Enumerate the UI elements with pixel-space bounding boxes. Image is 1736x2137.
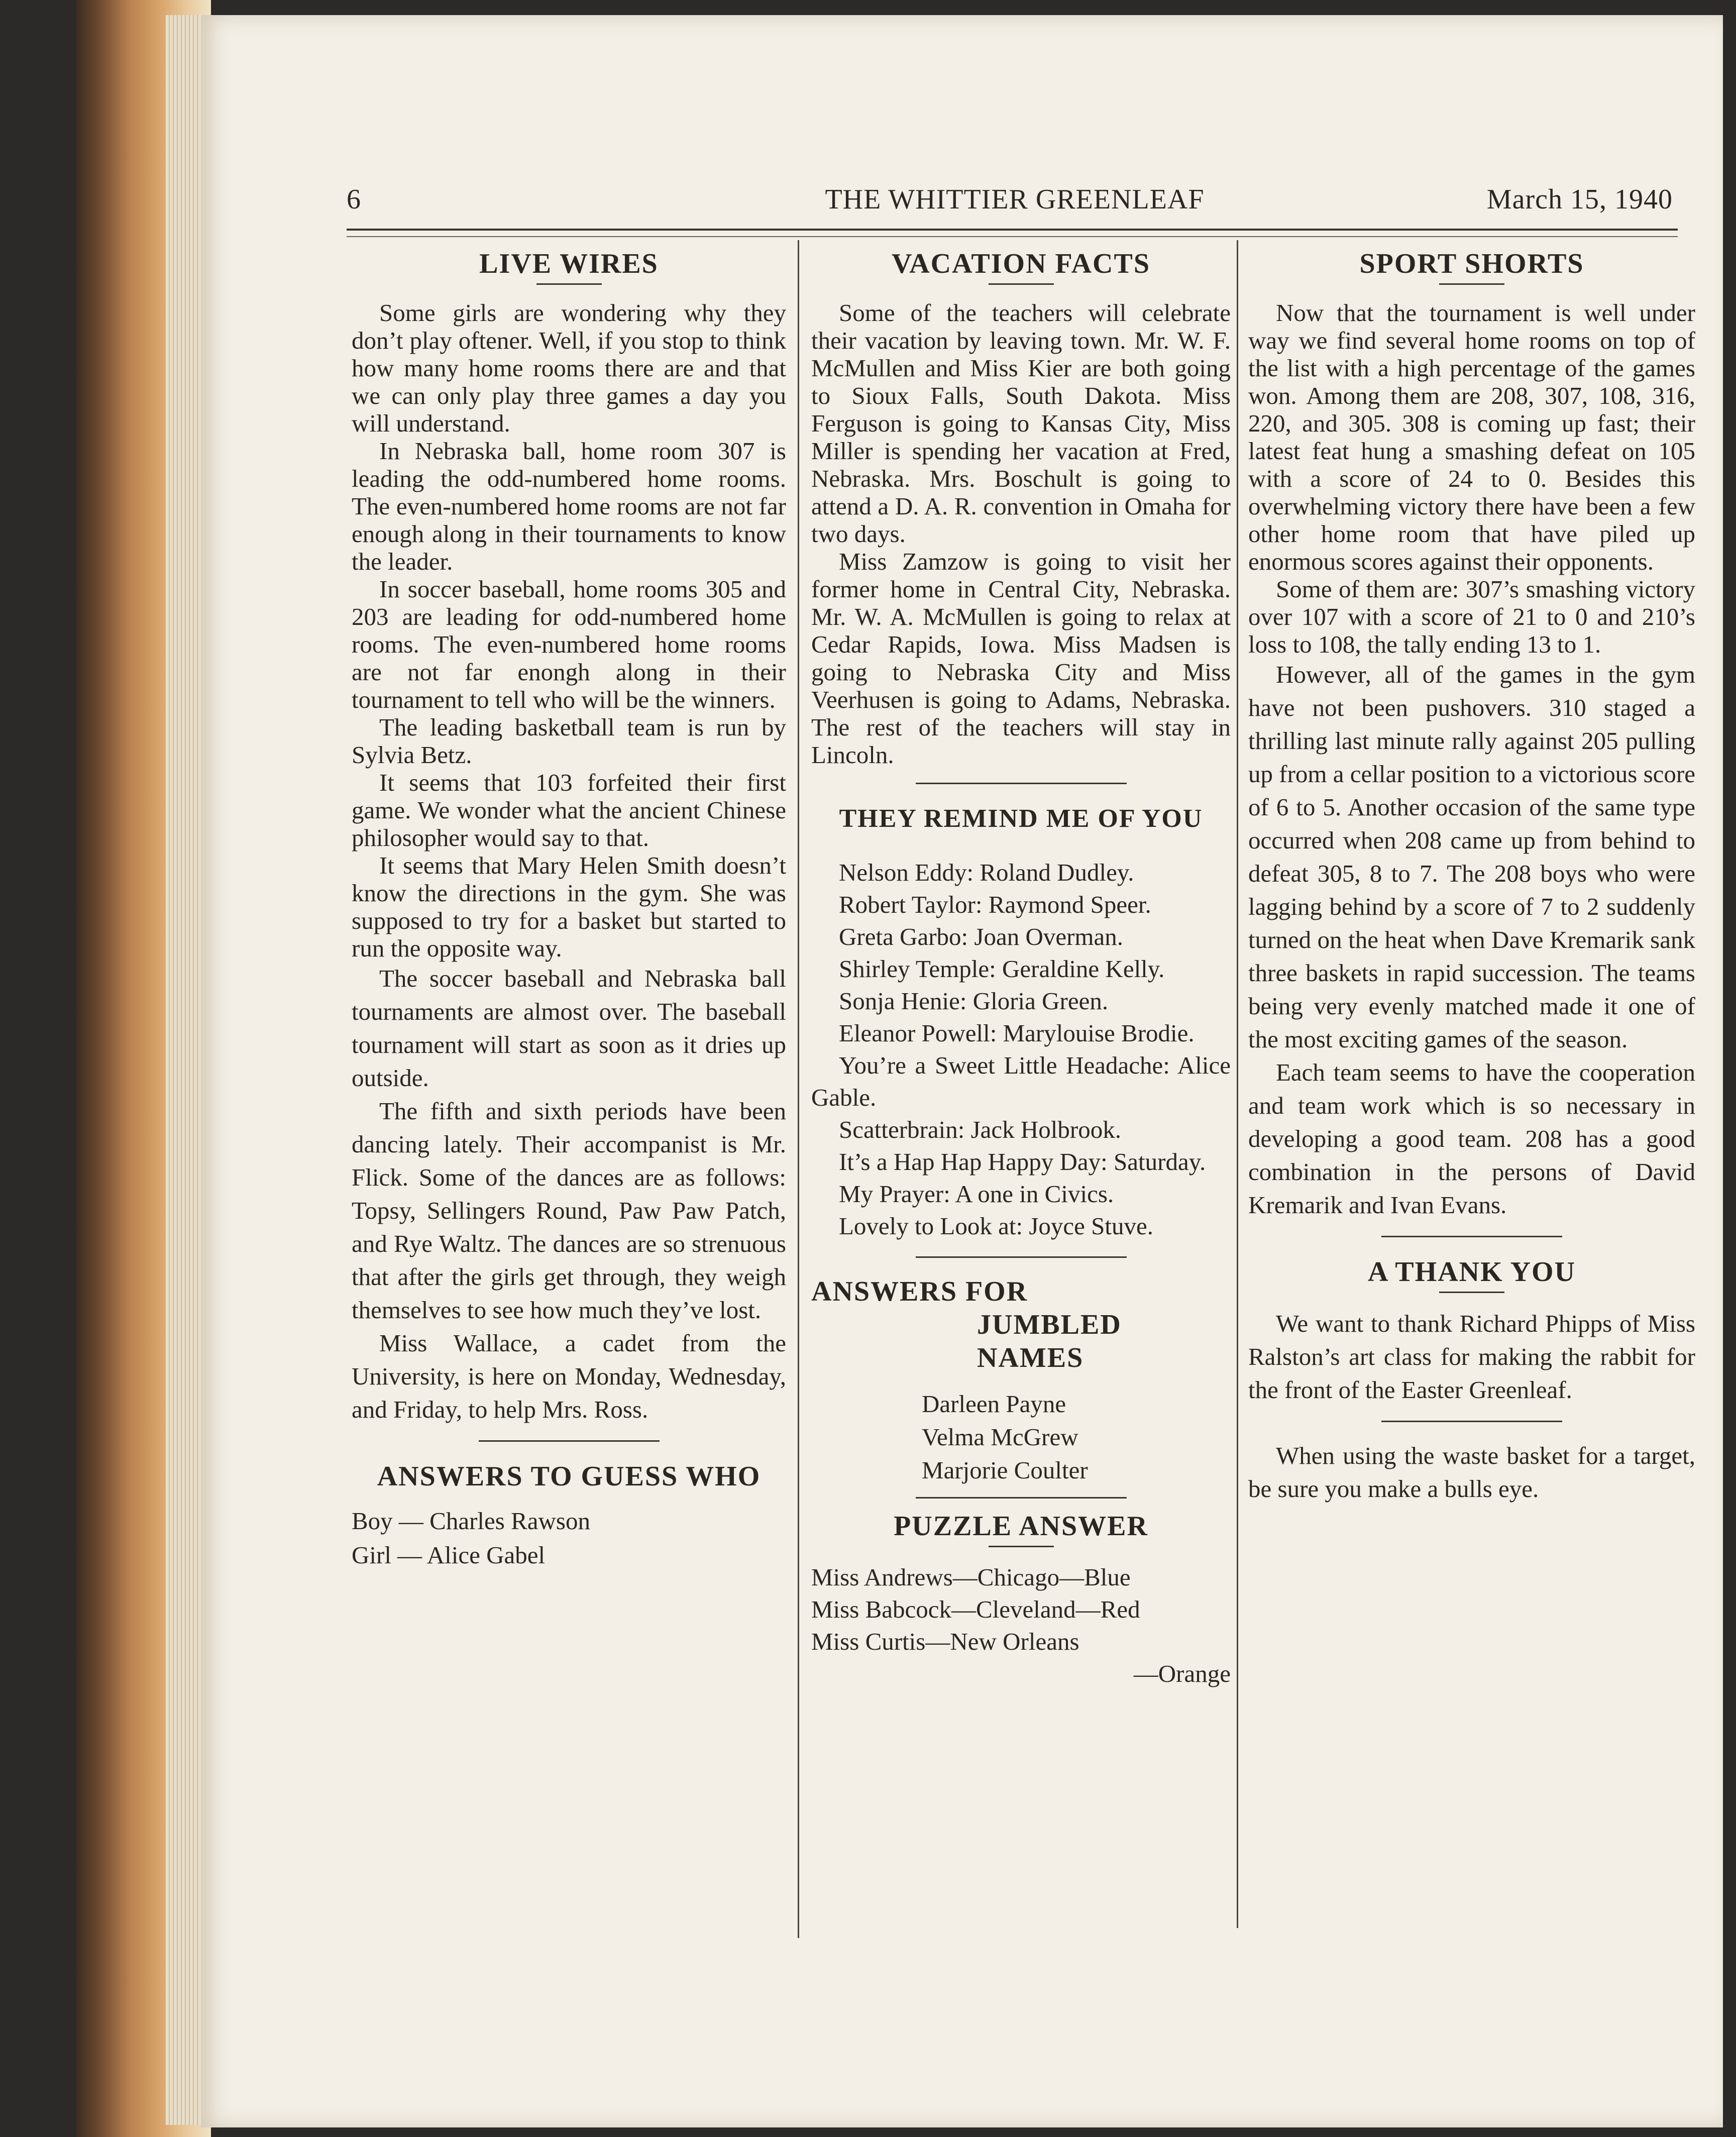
jumbled-heading-line2: JUMBLED NAMES bbox=[977, 1309, 1122, 1373]
remind-item: Scatterbrain: Jack Holbrook. bbox=[839, 1116, 1121, 1143]
jumbled-heading-line1: ANSWERS FOR bbox=[811, 1276, 1028, 1307]
puzzle-line: Miss Andrews—Chicago—Blue bbox=[811, 1563, 1131, 1591]
column-divider-2 bbox=[1237, 240, 1238, 1928]
column-3 bbox=[1248, 246, 1695, 1506]
waste-basket-paragraph: When using the waste basket for a target, be sure you make a bulls eye. bbox=[1248, 1442, 1695, 1503]
live-wires-heading: LIVE WIRES bbox=[479, 248, 659, 279]
jumbled-name: Darleen Payne bbox=[922, 1390, 1066, 1418]
puzzle-line: Miss Curtis—New Orleans bbox=[811, 1628, 1079, 1655]
remind-item: Robert Taylor: Raymond Speer. bbox=[839, 891, 1151, 918]
article-paragraph: Some of the teachers will celebrate their vacation by leaving town. Mr. W. F. McMullen and Miss Kier are both going to Sioux Falls, South Dakota. Miss Ferguson is going to Kansas City, Miss Miller is spending her vacation at Fred, Nebraska. Mrs. Boschult is going to attend a D. A. R. convention in Omaha for two days. bbox=[811, 299, 1231, 548]
article-paragraph: Miss Wallace, a cadet from the University, is here on Monday, Wednesday, and Friday, to help Mrs. Ross. bbox=[352, 1329, 786, 1423]
jumbled-name: Velma McGrew bbox=[922, 1423, 1078, 1451]
section-separator bbox=[479, 1440, 660, 1442]
heading-rule bbox=[989, 1546, 1054, 1547]
article-paragraph: In soccer baseball, home rooms 305 and 203 are leading for odd-numbered home rooms. The even-numbered home rooms are not far enongh along in their tournament to tell who will be the winners. bbox=[352, 575, 786, 713]
article-paragraph: Some of them are: 307’s smashing victory over 107 with a score of 21 to 0 and 210’s loss to 108, the tally ending 13 to 1. bbox=[1248, 575, 1695, 658]
article-paragraph: Now that the tournament is well under way we find several home rooms on top of the list with a high percentage of the games won. Among them are 208, 307, 108, 316, 220, and 305. 308 is coming up fast; their latest feat hung a smashing defeat on 105 with a score of 24 to 0. Besides this overwhelming victory there have been a few other home room that have piled up enormous scores against their opponents. bbox=[1248, 299, 1695, 575]
remind-item: You’re a Sweet Little Headache: Alice Gable. bbox=[811, 1051, 1231, 1111]
article-paragraph: However, all of the games in the gym have not been pushovers. 310 staged a thrilling last minute rally against 205 pulling up from a cellar position to a victorious score of 6 to 5. Another occasion of the same type occurred when 208 came up from behind to defeat 305, 8 to 7. The 208 boys who were lagging behind by a score of 7 to 2 suddenly turned on the heat when Dave Kremarik sank three baskets in rapid succession. The teams being very evenly matched made it one of the most exciting games of the season. bbox=[1248, 661, 1695, 1053]
remind-item: Greta Garbo: Joan Overman. bbox=[839, 923, 1124, 950]
column-2 bbox=[811, 246, 1231, 1690]
thank-you-paragraph: We want to thank Richard Phipps of Miss Ralston’s art class for making the rabbit for the front of the Easter Greenleaf. bbox=[1248, 1310, 1695, 1404]
remind-heading: THEY REMIND ME OF YOU bbox=[839, 804, 1203, 833]
article-paragraph: The soccer baseball and Nebraska ball tournaments are almost over. The baseball tournament will start as soon as it dries up outside. bbox=[352, 965, 786, 1092]
article-paragraph: In Nebraska ball, home room 307 is leading the odd-numbered home rooms. The even-numbered home rooms are not far enough along in their tournaments to know the leader. bbox=[352, 437, 786, 575]
article-paragraph: It seems that 103 forfeited their first game. We wonder what the ancient Chinese philosopher would say to that. bbox=[352, 769, 786, 851]
puzzle-line: Miss Babcock—Cleveland—Red bbox=[811, 1595, 1140, 1623]
remind-item: My Prayer: A one in Civics. bbox=[839, 1180, 1114, 1208]
remind-item: Shirley Temple: Geraldine Kelly. bbox=[839, 955, 1165, 983]
sport-shorts-heading: SPORT SHORTS bbox=[1359, 248, 1584, 279]
section-separator bbox=[916, 783, 1127, 784]
page-number: 6 bbox=[347, 184, 361, 215]
jumbled-names-heading bbox=[811, 1275, 1231, 1374]
remind-item: Eleanor Powell: Marylouise Brodie. bbox=[839, 1019, 1195, 1047]
article-paragraph: Some girls are wondering why they don’t play oftener. Well, if you stop to think how many home rooms there are and that we can only play three games a day you will understand. bbox=[352, 299, 786, 437]
heading-rule bbox=[1439, 1292, 1504, 1293]
column-1 bbox=[352, 246, 786, 1572]
heading-rule bbox=[536, 283, 602, 285]
article-paragraph: The fifth and sixth periods have been dancing lately. Their accompanist is Mr. Flick. Some of the dances are as follows: Topsy, Sellingers Round, Paw Paw Patch, and Rye Waltz. The dances are so strenuous that after the girls get through, they weigh themselves to see how much they’ve lost. bbox=[352, 1097, 786, 1324]
remind-item: Nelson Eddy: Roland Dudley. bbox=[839, 859, 1134, 886]
header-rule-thin bbox=[347, 236, 1678, 237]
section-separator bbox=[916, 1256, 1127, 1258]
guess-who-heading: ANSWERS TO GUESS WHO bbox=[377, 1461, 761, 1492]
newspaper-title: THE WHITTIER GREENLEAF bbox=[825, 184, 1205, 215]
section-separator bbox=[1381, 1421, 1562, 1422]
heading-rule bbox=[989, 283, 1054, 285]
remind-item: It’s a Hap Hap Happy Day: Saturday. bbox=[839, 1148, 1206, 1176]
article-paragraph: Miss Zamzow is going to visit her former home in Central City, Nebraska. Mr. W. A. McMullen is going to relax at Cedar Rapids, Iowa. Miss Madsen is going to Nebraska City and Miss Veerhusen is going to Adams, Nebraska. The rest of the teachers will stay in Lincoln. bbox=[811, 548, 1231, 769]
guess-who-answer: Boy — Charles Rawson bbox=[352, 1507, 590, 1535]
remind-item: Lovely to Look at: Joyce Stuve. bbox=[839, 1212, 1153, 1240]
column-divider-1 bbox=[798, 240, 799, 1938]
page-header bbox=[347, 183, 1683, 224]
issue-date: March 15, 1940 bbox=[1486, 184, 1673, 215]
puzzle-answer-heading: PUZZLE ANSWER bbox=[894, 1511, 1148, 1542]
article-paragraph: Each team seems to have the cooperation and team work which is so necessary in developing a good team. 208 has a good combination in the persons of David Kremarik and Ivan Evans. bbox=[1248, 1058, 1695, 1219]
jumbled-name: Marjorie Coulter bbox=[922, 1456, 1088, 1484]
article-paragraph: It seems that Mary Helen Smith doesn’t know the directions in the gym. She was supposed to try for a basket but started to run the opposite way. bbox=[352, 851, 786, 962]
remind-item: Sonja Henie: Gloria Green. bbox=[839, 987, 1109, 1015]
section-separator bbox=[1381, 1236, 1562, 1237]
heading-rule bbox=[1439, 283, 1504, 285]
section-separator bbox=[916, 1497, 1127, 1499]
thank-you-heading: A THANK YOU bbox=[1367, 1256, 1576, 1288]
header-rule bbox=[347, 229, 1678, 231]
guess-who-answer: Girl — Alice Gabel bbox=[352, 1541, 546, 1569]
article-paragraph: The leading basketball team is run by Sylvia Betz. bbox=[352, 713, 786, 769]
vacation-facts-heading: VACATION FACTS bbox=[892, 248, 1150, 279]
puzzle-line-last: —Orange bbox=[1133, 1660, 1231, 1687]
